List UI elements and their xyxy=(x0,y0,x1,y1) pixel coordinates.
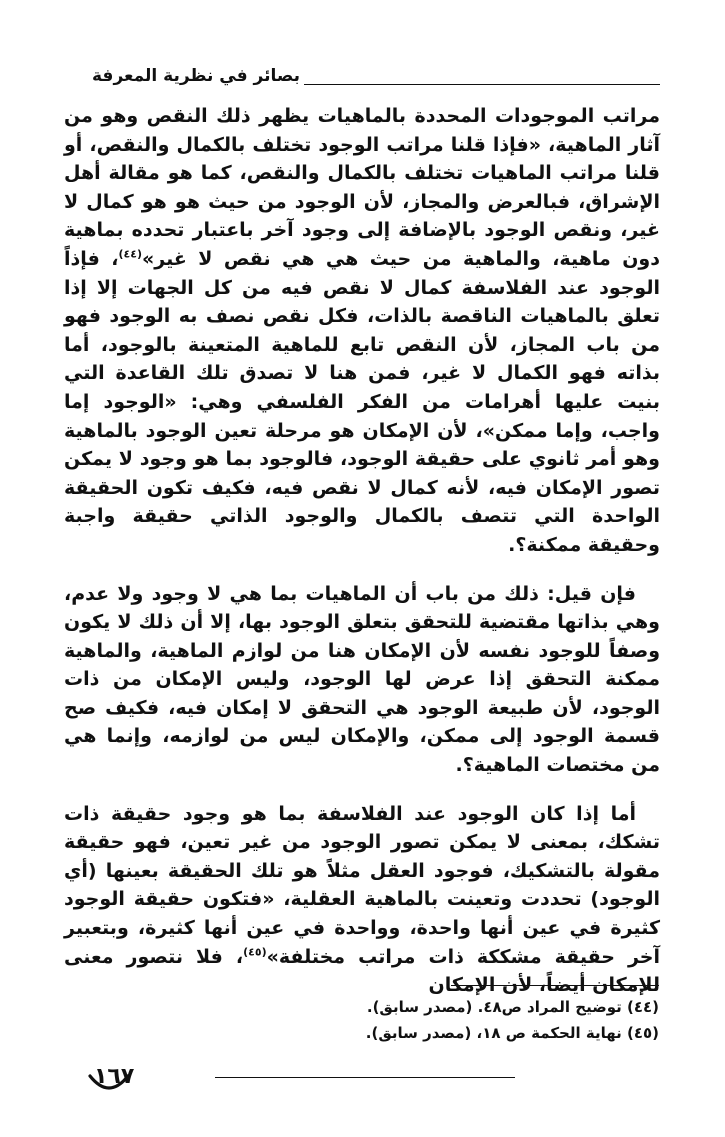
paragraph-1 xyxy=(64,102,660,560)
header-title: بصائر في نظرية المعرفة xyxy=(92,66,300,86)
paragraph-2: فإن قيل: ذلك من باب أن الماهيات بما هي لا وجود ولا عدم، وهي بذاتها مقتضية للتحقق بتعلق الوجود بها، إلا أن ذلك لا يكون وصفاً للوجود نفسه لأن الإمكان هنا من لوازم الماهية، والماهية ممكنة التحقق إذا عرض لها الوجود، وليس الإمكان من ذات الوجود، لأن طبيعة الوجود هي التحقق لا إمكان فيه، فكيف صح قسمة الوجود إلى ممكن، والإمكان ليس من لوازمه، وإنما هي من مختصات الماهية؟. xyxy=(64,582,660,777)
footnote-rule xyxy=(451,985,659,986)
paragraph-1-text-a: مراتب الموجودات المحددة بالماهيات يظهر ذلك النقص وهو من آثار الماهية، «فإذا قلنا مراتب الوجود تختلف بالكمال والنقص، أو قلنا مراتب الماهيات تختلف بالكمال والنقص، كما هو مقالة أهل الإشراق، فبالعرض والمجاز، لأن الوجود من حيث هو هو كمال لا غير، ونقص الوجود بالإضافة إلى وجود آخر باعتبار تحدده بماهية دون ماهية، والماهية من حيث هي هي نقص لا غير» xyxy=(64,105,660,270)
footnote-ref-45[interactable]: (٤٥) xyxy=(243,945,267,959)
paragraph-3 xyxy=(64,800,660,1000)
bottom-rule xyxy=(215,1077,515,1078)
paragraph-3-text-a: أما إذا كان الوجود عند الفلاسفة بما هو وجود حقيقة ذات تشكك، بمعنى لا يمكن تصور الوجود من غير تعين، فهو حقيقة مقولة بالتشكيك، فوجود العقل مثلاً هو تلك الحقيقة بعينها (أي الوجود) تحددت وتعينت بالماهية العقلية، «فتكون حقيقة الوجود كثيرة في عين أنها واحدة، وواحدة في عين أنها كثيرة، وبتعبير آخر حقيقة مشككة ذات مراتب مختلفة» xyxy=(64,802,661,968)
header-rule xyxy=(304,84,660,85)
paragraph-3-text-b: ، فلا نتصور معنى للإمكان أيضاً، لأن الإمكان xyxy=(64,945,660,997)
page-number: ١٦٧ xyxy=(94,1064,135,1089)
body-text xyxy=(64,102,660,1020)
paragraph-1-text-b: ، فإذاً الوجود عند الفلاسفة كمال لا نقص فيه من كل الجهات إلا إذا تعلق بالماهيات الناقصة بالذات، فكل نقص نصف به الوجود فهو من باب المجاز، لأن النقص تابع للماهية المتعينة بالوجود، أما بذاته فهو الكمال لا غير، فمن هنا لا تصدق تلك القاعدة التي بنيت عليها أهرامات من الفكر الفلسفي وهي: «الوجود إما واجب، وإما ممكن»، لأن الإمكان هو مرحلة تعين الوجود بالماهية وهو أمر ثانوي على حقيقة الوجود، فالوجود بما هو وجود لا يمكن تصور الإمكان فيه، لأنه كمال لا نقص فيه، فكيف تكون الحقيقة الواحدة التي تتصف بالكمال والوجود الذاتي حقيقة واجبة وحقيقة ممكنة؟. xyxy=(64,247,660,556)
page-number-ornament-icon xyxy=(86,1070,132,1098)
footnotes xyxy=(139,994,659,1046)
running-header xyxy=(60,60,660,100)
footnote-ref-44[interactable]: (٤٤) xyxy=(118,247,142,261)
footnote-45: (٤٥) نهاية الحكمة ص ١٨، (مصدر سابق). xyxy=(365,1024,659,1042)
footnote-44: (٤٤) توضيح المراد ص٤٨. (مصدر سابق). xyxy=(366,998,659,1016)
